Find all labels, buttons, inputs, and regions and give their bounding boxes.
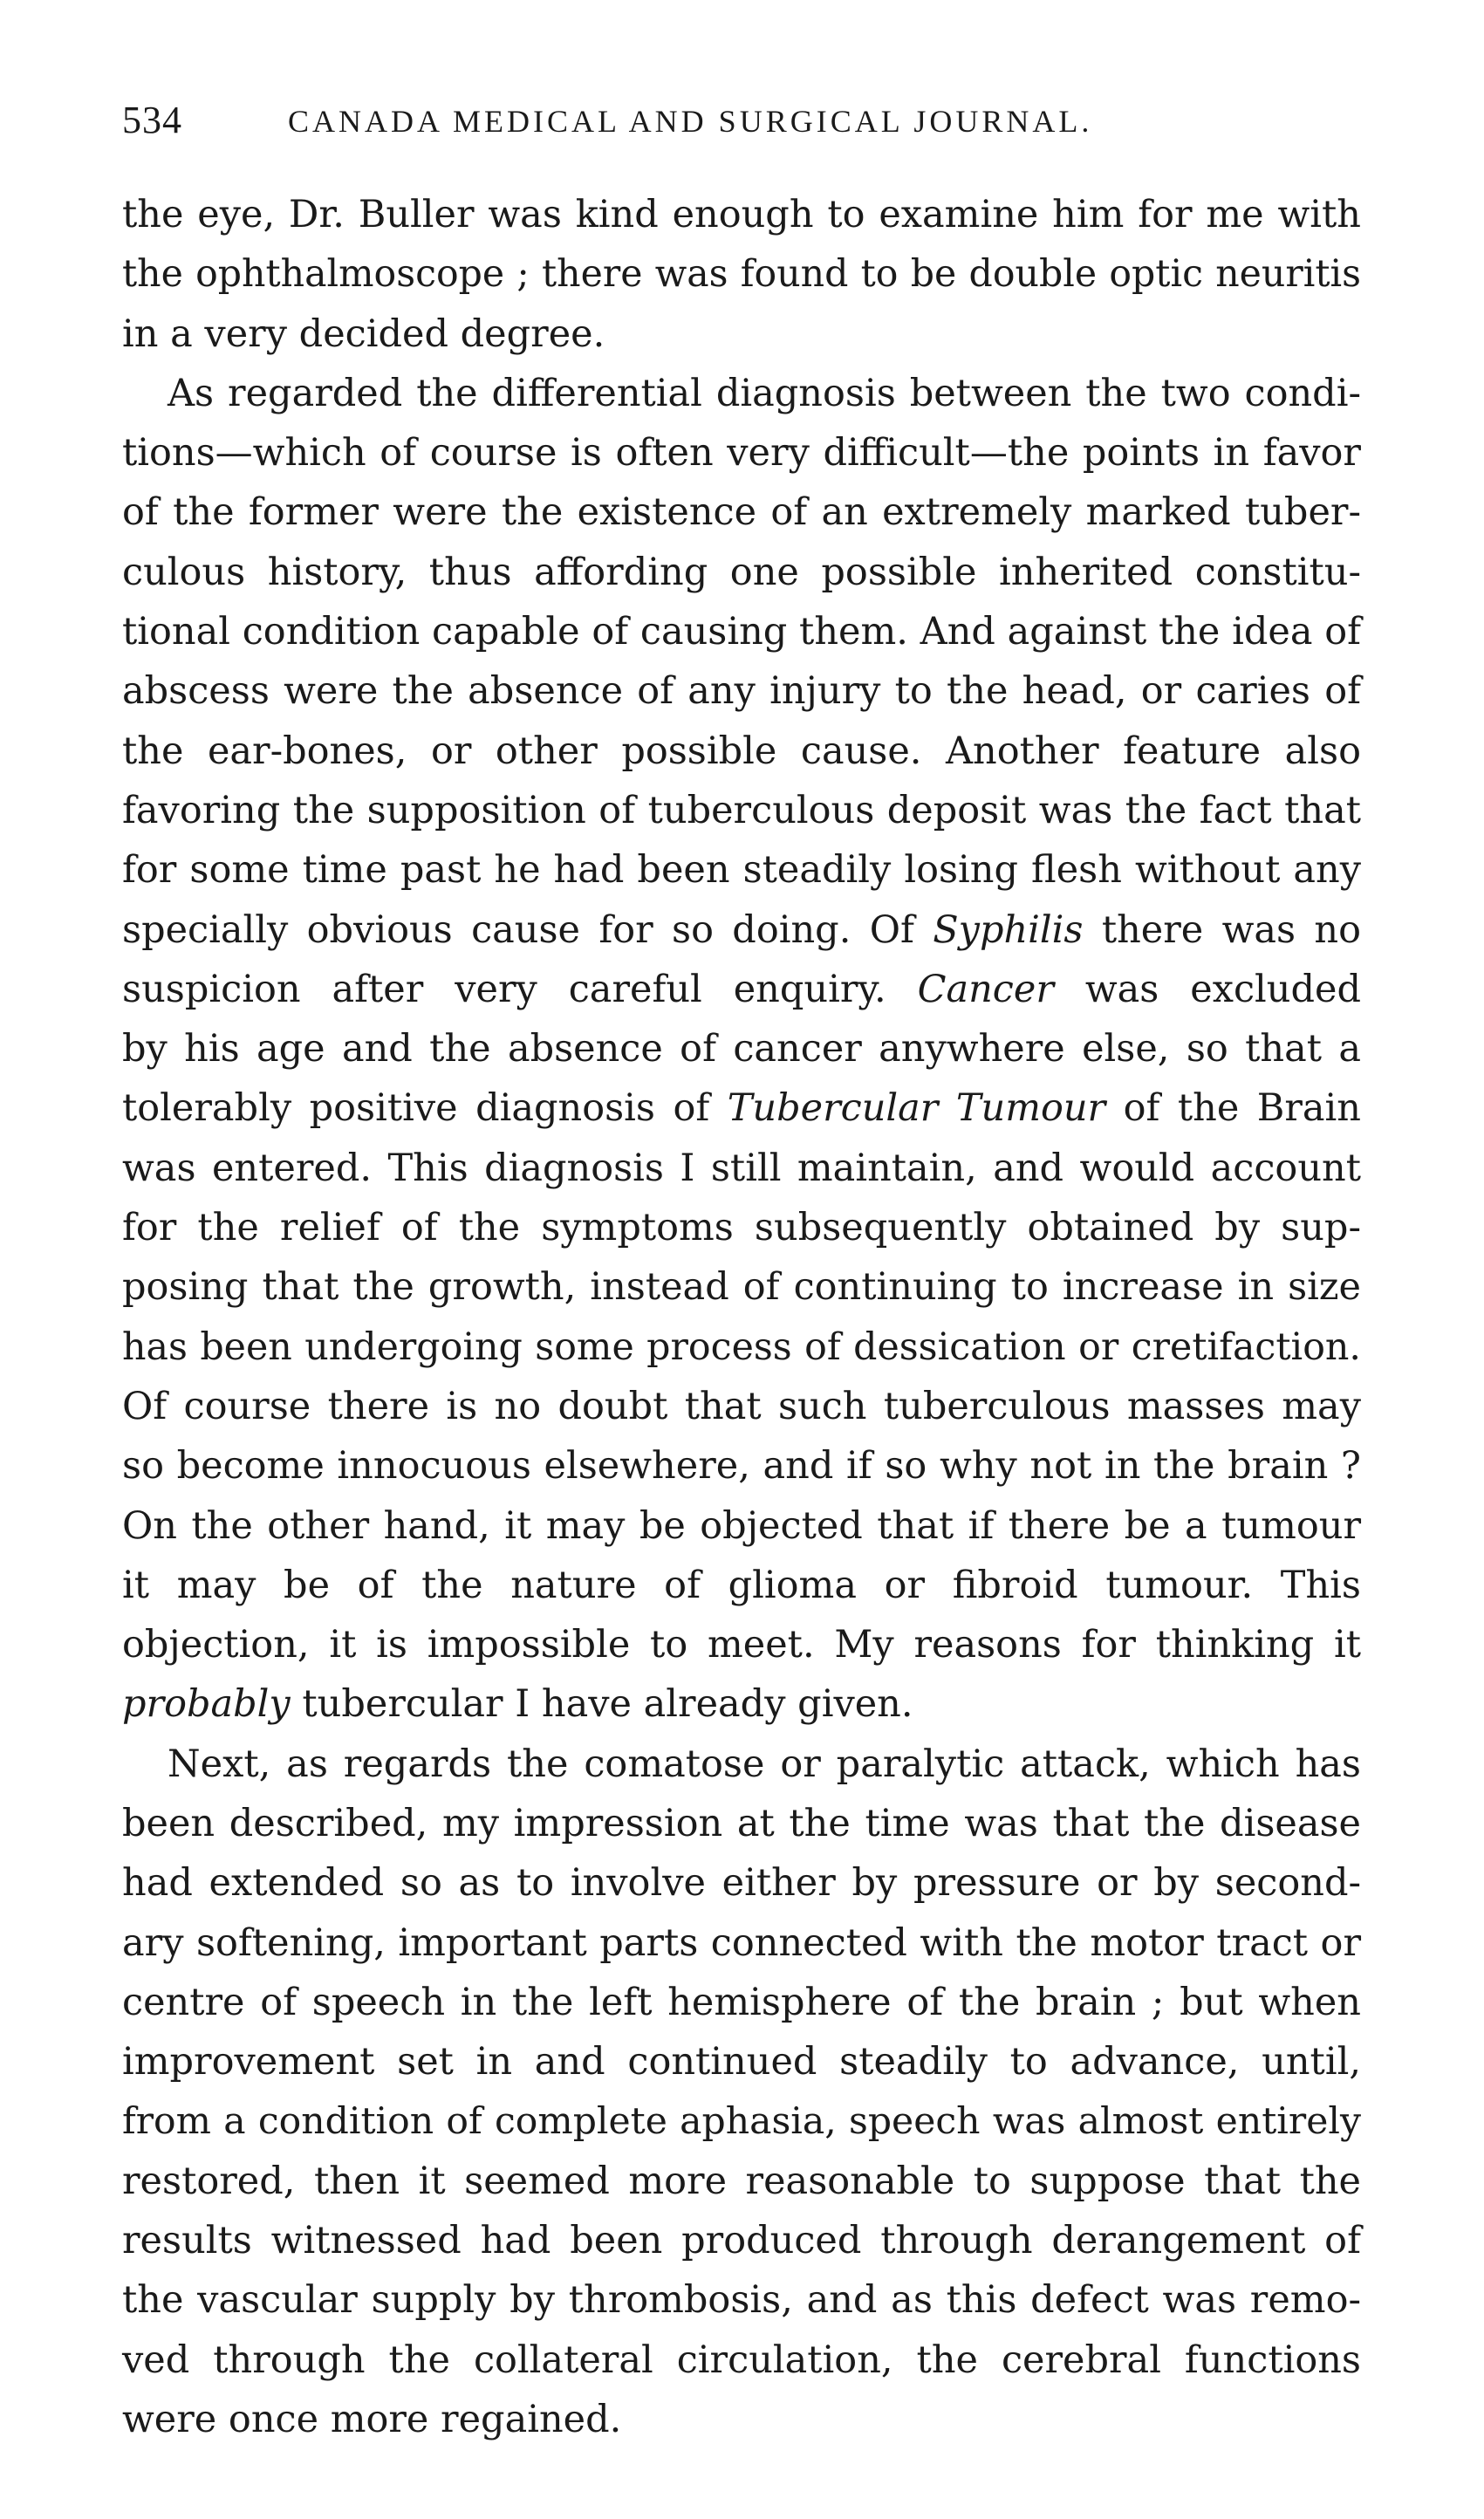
text-line: As regarded the differential diagnosis between the two condi- <box>168 371 1361 415</box>
text-line: Next, as regards the comatose or paralytic attack, which has <box>168 1742 1361 1786</box>
italic-term: Syphilis <box>933 907 1084 952</box>
body-text <box>122 185 1361 2449</box>
text-line: improvement set in and continued steadily to advance, until, <box>122 2040 1361 2084</box>
text-line: were once more regained. <box>122 2397 622 2441</box>
text-line: tional condition capable of causing them. And against the idea of <box>122 610 1361 654</box>
text-line: tolerably positive diagnosis of Tubercular Tumour of the Brain <box>122 1086 1361 1131</box>
text-line: culous history, thus affording one possible inherited constitu- <box>122 550 1361 594</box>
text-line: abscess were the absence of any injury to the head, or caries of <box>122 669 1361 714</box>
text-line: for some time past he had been steadily losing flesh without any <box>122 848 1361 893</box>
paragraph <box>122 364 1361 1735</box>
text-line: specially obvious cause for so doing. Of Syphilis there was no <box>122 907 1361 952</box>
text-line: objection, it is impossible to meet. My reasons for thinking it <box>122 1623 1361 1667</box>
text-line: the eye, Dr. Buller was kind enough to examine him for me with <box>122 193 1361 236</box>
text-line: has been undergoing some process of dessication or cretifaction. <box>122 1325 1361 1369</box>
text-line: from a condition of complete aphasia, speech was almost entirely <box>122 2099 1361 2143</box>
text-line: for the relief of the symptoms subsequently obtained by sup- <box>122 1206 1361 1250</box>
text-line: probably tubercular I have already given. <box>122 1682 913 1727</box>
journal-title: CANADA MEDICAL AND SURGICAL JOURNAL. <box>288 104 1093 139</box>
text-line: of the former were the existence of an extremely marked tuber- <box>122 490 1361 535</box>
text-line: been described, my impression at the time was that the disease <box>122 1802 1361 1846</box>
text-line: it may be of the nature of glioma or fibroid tumour. This <box>122 1563 1361 1607</box>
text-line: so become innocuous elsewhere, and if so why not in the brain ? <box>122 1444 1361 1489</box>
text-line: tions—which of course is often very difficult—the points in favor <box>122 431 1361 476</box>
text-line: ary softening, important parts connected with the motor tract or <box>122 1920 1361 1965</box>
text-line: centre of speech in the left hemisphere of the brain ; but when <box>122 1980 1361 2024</box>
text-line: posing that the growth, instead of continuing to increase in size <box>122 1265 1361 1310</box>
text-line: Of course there is no doubt that such tuberculous masses may <box>122 1384 1361 1428</box>
text-line: favoring the supposition of tuberculous deposit was the fact that <box>122 788 1361 832</box>
text-line: restored, then it seemed more reasonable to suppose that the <box>122 2159 1361 2203</box>
text-line: suspicion after very careful enquiry. Cancer was excluded <box>122 967 1361 1011</box>
italic-term: Tubercular Tumour <box>727 1086 1106 1131</box>
paragraph <box>122 185 1361 364</box>
text-line: was entered. This diagnosis I still maintain, and would account <box>122 1146 1361 1190</box>
text-line: had extended so as to involve either by pressure or by second- <box>122 1861 1361 1906</box>
text-line: by his age and the absence of cancer anywhere else, so that a <box>122 1027 1361 1071</box>
italic-term: Cancer <box>917 967 1054 1011</box>
text-line: the ophthalmoscope ; there was found to be double optic neuritis <box>122 252 1361 297</box>
text-line: in a very decided degree. <box>122 311 605 356</box>
text-line: the vascular supply by thrombosis, and as this defect was remo- <box>122 2278 1361 2323</box>
text-line: the ear-bones, or other possible cause. Another feature also <box>122 729 1361 773</box>
page-number: 534 <box>122 99 182 141</box>
text-line: ved through the collateral circulation, the cerebral functions <box>122 2338 1361 2382</box>
running-head <box>122 98 1361 150</box>
italic-term: probably <box>122 1682 291 1727</box>
text-line: On the other hand, it may be objected that if there be a tumour <box>122 1503 1361 1548</box>
paragraph <box>122 1735 1361 2450</box>
text-line: results witnessed had been produced through derangement of <box>122 2219 1361 2263</box>
